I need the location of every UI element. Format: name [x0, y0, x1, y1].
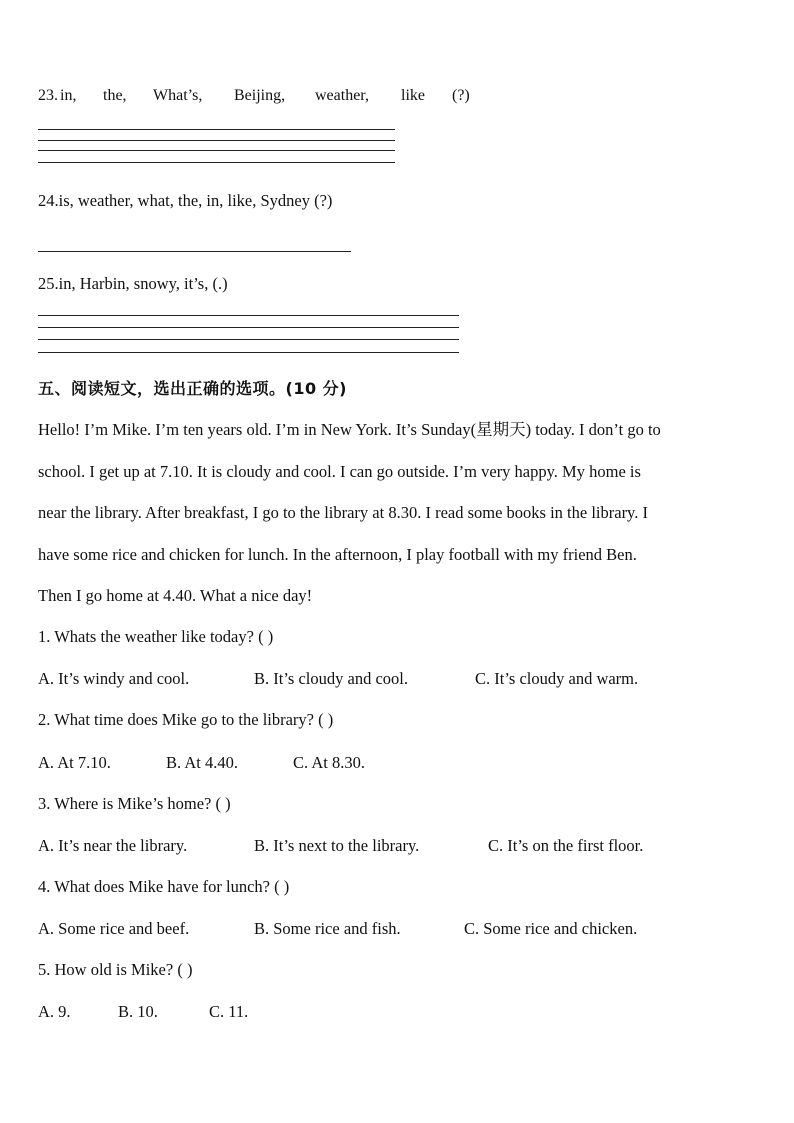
option-c[interactable]: C. 11.	[209, 1002, 249, 1021]
answer-line	[38, 339, 459, 340]
option-a[interactable]: A. Some rice and beef.	[38, 919, 190, 938]
question-4: 4. What does Mike have for lunch? ( )	[38, 877, 290, 896]
q23-word: in,	[60, 87, 77, 104]
question-3: 3. Where is Mike’s home? ( )	[38, 794, 231, 813]
q23-word: (?)	[452, 87, 470, 104]
answer-line	[38, 150, 395, 151]
reading-passage	[38, 409, 758, 617]
option-a[interactable]: A. At 7.10.	[38, 753, 111, 772]
q23-word: weather,	[315, 87, 369, 104]
q23-word: like	[401, 87, 425, 104]
answer-line	[38, 327, 459, 328]
question-2: 2. What time does Mike go to the library? ( )	[38, 710, 334, 729]
option-b[interactable]: B. It’s cloudy and cool.	[254, 669, 408, 688]
answer-line	[38, 129, 395, 130]
passage-line: Then I go home at 4.40. What a nice day!	[38, 586, 313, 605]
question-5: 5. How old is Mike? ( )	[38, 960, 193, 979]
q23-word: What’s,	[153, 87, 203, 104]
section-heading: 五、阅读短文，选出正确的选项。(10 分)	[38, 379, 347, 398]
answer-line	[38, 251, 351, 252]
question-1: 1. Whats the weather like today? ( )	[38, 627, 274, 646]
answer-line	[38, 162, 395, 163]
q23-word: the,	[103, 87, 127, 104]
option-c[interactable]: C. It’s on the first floor.	[488, 836, 644, 855]
option-a[interactable]: A. It’s windy and cool.	[38, 669, 190, 688]
option-b[interactable]: B. 10.	[118, 1002, 158, 1021]
option-b[interactable]: B. At 4.40.	[166, 753, 238, 772]
passage-line: near the library. After breakfast, I go to the library at 8.30. I read some books in the library. I	[38, 503, 648, 522]
passage-line: school. I get up at 7.10. It is cloudy and cool. I can go outside. I’m very happy. My home is	[38, 461, 641, 481]
option-c[interactable]: C. At 8.30.	[293, 753, 365, 772]
answer-line	[38, 315, 459, 316]
passage-line: Hello! I’m Mike. I’m ten years old. I’m in New York. It’s Sunday(星期天) today. I don’t go to	[38, 420, 661, 439]
question-25: 25.in, Harbin, snowy, it’s, (.)	[38, 274, 228, 293]
answer-line	[38, 352, 459, 353]
option-b[interactable]: B. Some rice and fish.	[254, 919, 401, 938]
option-a[interactable]: A. 9.	[38, 1002, 71, 1021]
passage-line: have some rice and chicken for lunch. In the afternoon, I play football with my friend Ben.	[38, 544, 637, 564]
option-c[interactable]: C. Some rice and chicken.	[464, 919, 638, 938]
answer-line	[38, 140, 395, 141]
question-24: 24.is, weather, what, the, in, like, Sydney (?)	[38, 191, 333, 210]
option-a[interactable]: A. It’s near the library.	[38, 836, 188, 855]
option-c[interactable]: C. It’s cloudy and warm.	[475, 669, 639, 688]
q23-number: 23.	[38, 87, 58, 104]
q23-word: Beijing,	[234, 87, 286, 104]
option-b[interactable]: B. It’s next to the library.	[254, 836, 420, 855]
